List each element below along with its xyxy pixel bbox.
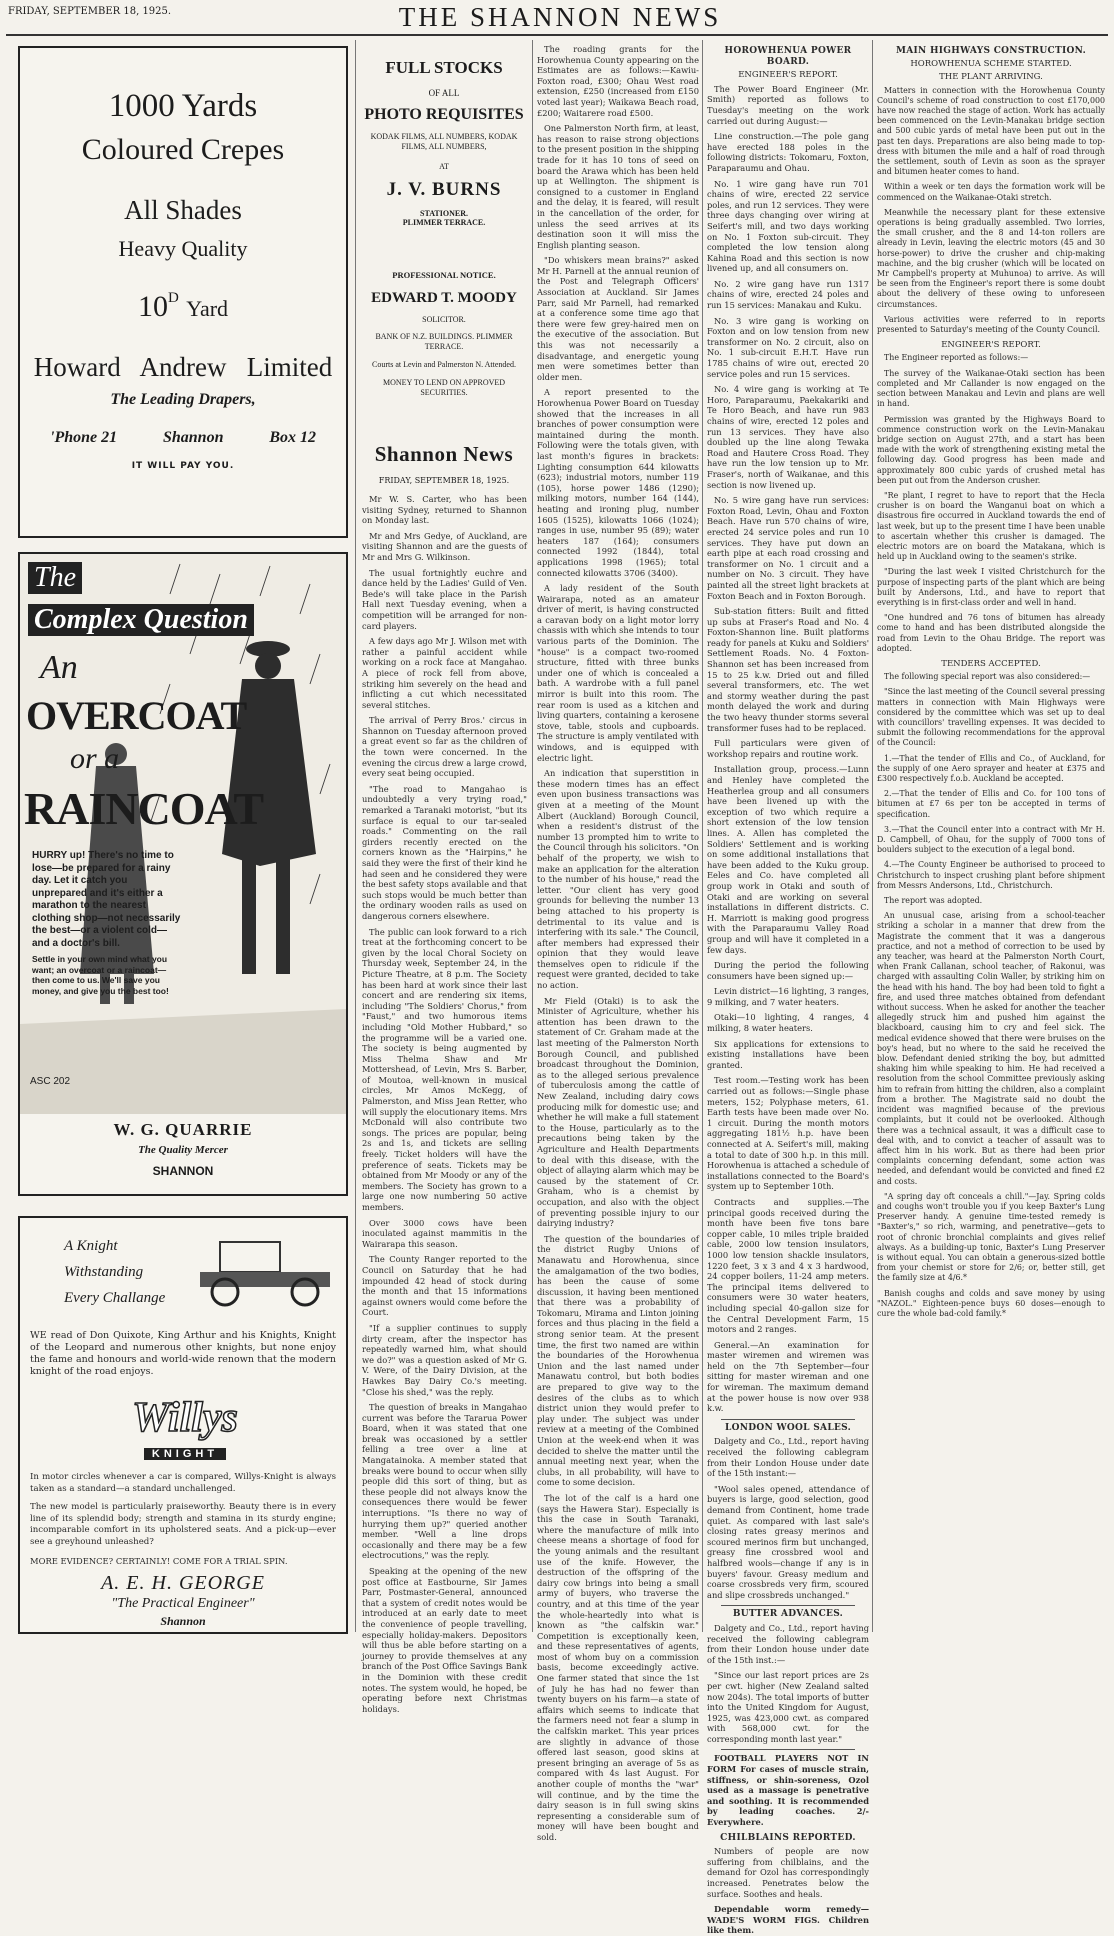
ad-crepes-headline: 1000 Yards bbox=[108, 88, 258, 124]
ad-crepes-payoff: IT WILL PAY YOU. bbox=[131, 461, 235, 471]
ad-overcoat-the: The bbox=[28, 562, 82, 594]
news-paragraph: No. 5 wire gang have run services: Foxton Road, Levin, Ohau and Foxton Beach. Have run 570 chains of wire, erected 24 service poles and run 10 services. They have put down an earth pipe at each road crossing and transformer on No. 1 circuit and a number on No. 3 circuit. They have painted all the street light brackets at Foxton Beach and in Foxton Borough. bbox=[707, 495, 869, 601]
masthead-title: THE SHANNON NEWS bbox=[398, 2, 722, 32]
ad-crepes-tagline: The Leading Drapers, bbox=[110, 391, 256, 408]
news-paragraph: Full particulars were given of workshop repairs and routine work. bbox=[707, 738, 869, 759]
news-paragraph: Mr Field (Otaki) is to ask the Minister of Agriculture, whether his attention has been drawn to the statement of Cr. Graham made at the last meeting of the Palmerston North Borough Council, and published broadcast throughout the Dominion, as to the alleged serious prevalence of tuberculosis among the cattle of New Zealand, including dairy cows producing milk for domestic use; and whether he will make a full statement to the House, particularly as to the precautions being taken by the Agriculture and Health Departments to deal with this disease, with the object of allaying alarm which may be caused by the statement of Cr. Graham, who is a chemist by occupation, and also with the object of preventing possible injury to our dairying industry? bbox=[537, 995, 699, 1229]
news-paragraph: A lady resident of the South Wairarapa, noted as an amateur driver of merit, is having constructed a caravan body on a light motor lorry chassis with which she intends to tour various parts of the Dominion. The "house" is a compact two-roomed structure, fitted with three bunks under one of which is concealed a bath. A wardrobe with a full panel mirror is built into this room. The rear room is used as a kitchen and living quarters, containing a kerosene stove, table, stools and cupboards. The structure is amply ventilated with windows, and is equipped with electric light. bbox=[537, 583, 699, 763]
ad-willys-p3: MORE EVIDENCE? CERTAINLY! COME FOR A TRIAL SPIN. bbox=[30, 1556, 288, 1566]
news-paragraph: "One hundred and 76 tons of bitumen has already come to hand and has been distributed alongside the road from Levin to the Ohau Bridge. The report was adopted. bbox=[877, 613, 1105, 653]
ad-quarrie-firm: W. G. QUARRIE bbox=[113, 1120, 253, 1139]
shannon-news-flag: Shannon News bbox=[374, 442, 514, 466]
news-paragraph: The survey of the Waikanae-Otaki section has been completed and Mr Callander is now engaged on the section between Manakau and Levin and plans are well in hand. bbox=[877, 368, 1105, 409]
ad-willys-intro: WE read of Don Quixote, King Arthur and his Knights, Knight of the Leopard and numerous other knights, but none enjoy the fame and honours and world-wide renown that the modern knight of the road enjoys. bbox=[30, 1330, 336, 1377]
masthead-rule bbox=[6, 34, 1108, 36]
ad-crepes-price bbox=[20, 290, 346, 324]
news-paragraph: An indication that superstition in these modern times has an effect even upon business transactions was given at a meeting of the Mount Albert (Auckland) Borough Council, when a resident's distrust of the number 13 prompted him to write to the Council through his solicitors. "On behalf of the property, we wish to make an application for the alteration to the number of his house," read the letter. "Our client has very good grounds for believing the number 13 being attached to his property is detrimental to its value and is interfering with its sale." The Council, after members had expressed their opinion that they would leave themselves open to ridicule if the request were granted, decided to take no action. bbox=[537, 768, 699, 991]
news-paragraph: Numbers of people are now suffering from chilblains, and the demand for Ozol has correspondingly increased. Penetrates below the surface. Soothes and heals. bbox=[707, 1846, 869, 1899]
news-paragraph: The question of the boundaries of the district Rugby Unions of Manawatu and Horowhenua, since the amalgamation of the two bodies, has been the cause of some discussion, it having been mentioned that there was a probability of Tokomaru, Mirama and Linton joining forces and thus placing in the field a strong senior team. At the present time, the first two named are within the boundaries of the Horowhenua Union and the last named under Manawatu control, but both bodies are prepared to give way to the desires of the clubs as to which district union they would prefer to play under. The subject was under review at a meeting of the Combined Union at the week-end when it was decided to shelve the matter until the annual meeting next year, when the clubs, in all probability, will have to come to some decision. bbox=[537, 1233, 699, 1488]
ad-overcoat-raincoat bbox=[18, 552, 348, 1196]
news-paragraph: The County Ranger reported to the Council on Saturday that he had impounded 42 head of stock during the month and that 15 informations against owners would come before the Court. bbox=[362, 1254, 527, 1318]
power-board-subheading: ENGINEER'S REPORT. bbox=[738, 70, 838, 81]
divider bbox=[721, 1605, 855, 1606]
ad-burns-l5: AT bbox=[439, 162, 449, 171]
ad-coloured-crepes bbox=[18, 46, 348, 538]
news-paragraph: The usual fortnightly euchre and dance held by the Ladies' Guild of Ven. Bede's will take place in the Parish Hall next Tuesday evening, when a competition will be arranged for non-card players. bbox=[362, 567, 527, 631]
news-paragraph: "Re plant, I regret to have to report that the Hecla crusher is on board the Wanganui boat on which a disastrous fire occurred in Auckland towards the end of last week, but up to the present time I have been unable to ascertain whether this crusher is damaged. The electric motors are on board the Matakana, which is held up in Auckland owing to the seamen's strike. bbox=[877, 490, 1105, 562]
news-paragraph: Dalgety and Co., Ltd., report having received the following cablegram from their London House under date of the 15th instant:— bbox=[707, 1436, 869, 1479]
news-paragraph: The lot of the calf is a hard one (says the Hawera Star). Especially is this the case in South Taranaki, where the manufacture of milk into cheese means a shortage of food for the young animals and the resultant use of the knife. However, the destruction of the offspring of the dairy cow brings into being a small army of buyers, who traverse the country, and at this time of the year the whole-heartedly into what is known as "the calfskin war." Competition is exceptionally keen, and these representatives of agents, most of whom buy on a commission basis, become exceedingly active. One farmer stated that since the 1st of July he has had no fewer than twenty buyers on his farm—a state of affairs which seems to indicate that the farmers need not fear a slump in the calfskin market. This year prices are slightly in advance of those offered last season, good skins at present bringing an average of 5s as compared with 4s last August. For another couple of months the "war" will continue, and by the time the dairy season is in full swing skins representing a considerable sum of money will have been bought and sold. bbox=[537, 1492, 699, 1842]
ad-moody-l1: PROFESSIONAL NOTICE. bbox=[392, 270, 496, 280]
ad-moody-l4: Courts at Levin and Palmerston N. Attended. bbox=[372, 360, 516, 369]
news-paragraph: "Do whiskers mean brains?" asked Mr H. Parnell at the annual reunion of the Post and Telegraph Officers' Association at Auckland. Sir James Parr, said Mr Parnell, had remarked at a conference some time ago that there were few grey-haired men on the executive of the association. But this was not necessarily a disadvantage, and energetic young men were sometimes better than older men. bbox=[537, 255, 699, 382]
news-paragraph: The public can look forward to a rich treat at the forthcoming concert to be given by the local Choral Society on Thursday week, September 24, in the Picture Theatre, at 8 p.m. The Society has been hard at work since their last concert and are rendering six items, including "The Soldiers' Chorus," from "Faust," and two humorous items including "Old Mother Hubbard," so the programme will be a varied one. The society is being augmented by Miss Thelma Shaw and Mr Mottershead, of Levin, Mrs S. Barber, of Moutoa, well-known in musical circles, Mr Amos McKegg, of Palmerston, and Miss Jean Retter, who will supply the elocutionary items. Mrs McDonald will also contribute two songs. The prices are popular, being 2s and 1s, and tickets are selling freely. Ticket holders will have the preference of seats. Tickets may be obtained from Mr Moody or any of the members. The Society has grown to a large one now numbering 50 active members. bbox=[362, 926, 527, 1212]
ad-willys-knight bbox=[18, 1216, 348, 1634]
ad-overcoat-copy2: Settle in your own mind what you want; an overcoat or a raincoat—then come to us. We'll save you money, and give you the best too! bbox=[32, 954, 169, 996]
ad-willys-line3: Every Challange bbox=[64, 1290, 166, 1306]
news-paragraph: The question of breaks in Mangahao current was before the Tararua Power Board, when it was stated that one break was occasioned by a settler felling a tree over a line at Mangatainoka. A member stated that breaks were bound to occur when silly people did this sort of thing, but as these people did not always know the consequences there would be fewer interruptions. "Is there no way of hurrying them up?" queried another member. "Well a line drops occasionally and there may be a few electrocutions," was the reply. bbox=[362, 1402, 527, 1561]
highways-subheading: HOROWHENUA SCHEME STARTED. bbox=[910, 59, 1072, 70]
ad-burns-l1: FULL STOCKS bbox=[385, 58, 503, 77]
willys-logo-text: Willys bbox=[132, 1395, 238, 1441]
ad-moody-l2: SOLICITOR. bbox=[422, 315, 466, 324]
column-5-news bbox=[877, 44, 1105, 1634]
ad-wade: Dependable worm remedy—WADE'S WORM FIGS. Children like them. bbox=[707, 1904, 869, 1936]
highways-subheading-2: THE PLANT ARRIVING. bbox=[939, 72, 1043, 83]
news-paragraph: Meanwhile the necessary plant for these extensive operations is being gradually assembled. Two lorries, the small crusher, and the 8 and 14-ton rollers are already in Levin, leaving the electric motors (45 and 30 horse-power) to drive the crusher and chip-making machine, and the big crusher (which will be located on Mr Campbell's property at Muhunoa) to arrive. As will be seen from the Engineer's report there is some doubt about the delivery of these owing to unforeseen circumstances. bbox=[877, 207, 1105, 309]
news-paragraph: Dalgety and Co., Ltd., report having received the following cablegram from their London house under date of the 15th inst.:— bbox=[707, 1622, 869, 1665]
ad-moody bbox=[360, 270, 528, 398]
ad-football: FOOTBALL PLAYERS NOT IN FORM For cases of muscle strain, stiffness, or shin-soreness, Ozol used as a massage is penetrative and soothing. It is recommended by leading coaches. 2/- Everywhere. bbox=[707, 1753, 869, 1828]
ad-moody-l3: BANK OF N.Z. BUILDINGS. PLIMMER TERRACE. bbox=[375, 332, 513, 351]
wool-sales-heading: LONDON WOOL SALES. bbox=[724, 1422, 852, 1433]
ad-quarrie-town: SHANNON bbox=[152, 1164, 214, 1178]
news-paragraph: The arrival of Perry Bros.' circus in Shannon on Tuesday afternoon proved a great event so far as the children of the town were concerned. In the evening the circus drew a large crowd, every seat being occupied. bbox=[362, 715, 527, 779]
phone: 'Phone 21 bbox=[50, 429, 118, 446]
ad-crepes-contact bbox=[50, 429, 316, 447]
ad-crepes-subheadline: Coloured Crepes bbox=[81, 133, 285, 166]
news-paragraph: "If a supplier continues to supply dirty cream, after the inspector has repeatedly warned him, what should we do?" was a question asked of Mr G. V. Were, of the Dairy Division, at the Hawkes Bay Dairy Co.'s meeting. "Close his shed," was the reply. bbox=[362, 1322, 527, 1397]
ad-overcoat-headline: OVERCOAT bbox=[26, 693, 247, 738]
ad-willys-p1: In motor circles whenever a car is compared, Willys-Knight is always taken as a standard—a standard unchallenged. bbox=[30, 1472, 336, 1494]
news-paragraph: A report presented to the Horowhenua Power Board on Tuesday showed that the increases in all branches of power consumption were maintained during the month. Following were the totals given, with last month's figures in brackets: Lighting consumption 644 kilowatts (623); industrial motors, number 119 (105), horse power 1486 (1290); milking motors, number 164 (144), heating and ironing plug, number 1605 (1525), kilowatts 1066 (1024); ranges in use, number 95 (89); water heaters 187 (164); consumers connected 1992 (1844), total applications 1998 (1965); total connected kilowatts 3706 (3400). bbox=[537, 387, 699, 578]
news-paragraph: Test room.—Testing work has been carried out as follows:—Single phase meters, 152; Polyphase meters, 61. Earth tests have been made over No. 1 circuit. During the month motors aggregating 181½ h.p. have been connected at A. Seifert's mill, making a total to date of 300 h.p. in this mill. Horowhenua is attached a schedule of installations connected to the Board's system up to September 10th. bbox=[707, 1075, 869, 1192]
column-3-news bbox=[537, 44, 699, 1842]
column-2-news bbox=[362, 494, 527, 1714]
ad-crepes-firm: Howard Andrew Limited bbox=[33, 352, 333, 382]
ad-quarrie-tagline: The Quality Mercer bbox=[138, 1144, 228, 1156]
ad-overcoat-or-a: or a bbox=[70, 742, 120, 775]
news-paragraph: No. 2 wire gang have run 1317 chains of wire, erected 24 poles and run 15 services: Manakau and Kuku. bbox=[707, 278, 869, 311]
news-paragraph: An unusual case, arising from a school-teacher striking a scholar in a manner that drew from the Magistrate the comment that it was a dangerous practice, and not a method of correction to be used by any teacher, was heard at the Palmerston North Court, when Frank Callanan, school teacher, of Rakonui, was charged with assaulting Colin Waller, by striking him on the head with his hand. The boy had been told to fight a fire, and used three matches obtained from defendant without success. When he asked for another the teacher allegedly struck him and pushed him against the blackboard, causing him to cry and feel sick. The medical evidence showed that there were bruises on the boy's head, but no where to the said he received the blow. Defendant denied striking the boy, but admitted shaking him while speaking to him. He had received a resolution from the school Committee previously asking him to refrain from hitting the children, also a complaint from a brother. The Magistrate said no doubt the incident was magnified because of the previous complaints, but it could not be overlooked. Although there was a technical assault, it was a difficult case to deal with, and to convict a teacher of assault was to affect him in his work. But as there had been prior complaints concerning defendant, some action was needed, and defendant would be convicted and fined £2 and costs. bbox=[877, 911, 1105, 1186]
ad-raincoat-headline: RAINCOAT bbox=[24, 783, 264, 834]
news-paragraph: Contracts and supplies.—The principal goods received during the month have been five tons bare copper cable, 10 miles triple braided cable, 2000 low tension insulators, 1000 low tension shackle insulators, 1220 feet, 3 x 3 and 4 x 3 hardwood, 24 copper boilers, 11-24 amp meters. The principal items delivered to consumers were 30 water heaters, including special 40-gallon size for the Central Development Farm, 15 motors and 2 ranges. bbox=[707, 1196, 869, 1335]
ad-willys-town: Shannon bbox=[160, 1614, 206, 1628]
ad-willys-line2: Withstanding bbox=[64, 1264, 144, 1280]
news-paragraph: During the period the following consumers have been signed up:— bbox=[707, 960, 869, 981]
news-paragraph: No. 3 wire gang is working on Foxton and on low tension from new transformer on No. 2 circuit, also on No. 1 sub-circuit E.H.T. Have run 1785 chains of wire out, erected 20 service poles and run 15 services. bbox=[707, 315, 869, 379]
ad-moody-l5: MONEY TO LEND ON APPROVED SECURITIES. bbox=[382, 378, 506, 397]
ad-quarrie-footer bbox=[20, 1120, 346, 1178]
highways-heading: MAIN HIGHWAYS CONSTRUCTION. bbox=[895, 46, 1087, 56]
news-paragraph: A few days ago Mr J. Wilson met with rather a painful accident while working on a rock face at Mangahao. A piece of rock fell from above, striking him severely on the head and inflicting a cut which necessitated several stitches. bbox=[362, 636, 527, 710]
news-paragraph: One Palmerston North firm, at least, has reason to raise strong objections to the present position in the shipping trade for it has 10 tons of seed on board the Arawa which has been held up at Wellington. The shipment is consigned to a customer in England and the delay, it is feared, will result in the cancellation of the order, for unless the seed arrives at its destination soon it will miss the English planting season. bbox=[537, 123, 699, 250]
box-number: Box 12 bbox=[269, 429, 316, 446]
ad-willys-firm: A. E. H. GEORGE bbox=[101, 1572, 265, 1594]
column-rule bbox=[702, 40, 703, 1632]
news-paragraph: Various activities were referred to in reports presented to Saturday's meeting of the County Council. bbox=[877, 314, 1105, 335]
news-paragraph: "Since the last meeting of the Council several pressing matters in connection with Main Highways were considered by the committee which was set up to deal with councillors' travelling expenses. It was decided to submit the following recommendations for the approval of the Council: bbox=[877, 687, 1105, 748]
news-paragraph: Installation group, process.—Lunn and Henley have completed the Heatherlea group and all consumers have been livened up with the exception of two which require a short extension of the low tension lines. A. Allen has completed the Soldiers' Settlement and is working on some additional installations that have been added to the Kuku group. Eeles and Co. have completed all group work in Otaki and south of Otaki and are working on several installations in different districts. C. H. Marriott is making good progress with the Paraparaumu Valley Road group and will have it completed in a few days. bbox=[707, 764, 869, 955]
ad-overcoat-copy: HURRY up! There's no time to lose—be prepared for a rainy day. Let it catch you unprepared and it's either a marathon to the nearest clothing shop—not necessarily the best—or a violent cold—and a doctor's bill. bbox=[32, 850, 181, 949]
power-board-heading: HOROWHENUA POWER BOARD. bbox=[724, 46, 852, 67]
news-paragraph: Levin district—16 lighting, 3 ranges, 9 milking, and 7 water heaters. bbox=[707, 986, 869, 1007]
column-rule bbox=[532, 40, 533, 1632]
ad-code: ASC 202 bbox=[30, 1076, 71, 1087]
news-paragraph: The roading grants for the Horowhenua County appearing on the Estimates are as follows:—Kawiu-Foxton road, £300; Ohau West road extension, £250 (increased from £150 voted last year); Waikawa Beach road, £200; Waitarere road £500. bbox=[537, 44, 699, 118]
ad-willys-line1: A Knight bbox=[64, 1238, 118, 1254]
ad-crepes-shades: All Shades bbox=[124, 195, 242, 225]
masthead-date: FRIDAY, SEPTEMBER 18, 1925. bbox=[8, 6, 172, 17]
ad-overcoat-complex-question: Complex Question bbox=[28, 604, 254, 636]
ad-burns-firm: J. V. BURNS bbox=[386, 179, 502, 200]
news-paragraph: Speaking at the opening of the new post office at Eastbourne, Sir James Parr, Postmaster-General, announced that a system of credit notes would be introduced at an early date to meet the convenience of people travelling, especially holiday-makers. Depositors will thus be able before starting on a journey to provide themselves at any branch of the Post Office Savings Bank in the Dominion with these credit notes. The system would, he hoped, be operating before next Christmas holidays. bbox=[362, 1566, 527, 1714]
news-paragraph: 1.—That the tender of Ellis and Co., of Auckland, for the supply of one Aero sprayer and heater at £375 and £300 respectively f.o.b. Auckland be accepted. bbox=[877, 753, 1105, 783]
ad-overcoat-an: An bbox=[40, 649, 78, 686]
ad-burns-l4: KODAK FILMS, ALL NUMBERS, KODAK FILMS, ALL NUMBERS, bbox=[370, 132, 518, 151]
news-paragraph: Permission was granted by the Highways Board to commence construction work on the Levin-Manakau bridge section on August 27th, and a start has been made with the work of strengthening existing metal the following day. Good progress has been made and approximately 800 cubic yards of crushed metal has been put out from the Anderson crusher. bbox=[877, 414, 1105, 485]
news-paragraph: "Wool sales opened, attendance of buyers is large, good selection, good demand from Continent, home trade quiet. As compared with last sale's closing rates greasy merinos and scoured merinos firm but unchanged, greasy fine crossbred wool and halfbred wools—change if any is in buyers' favour. Greasy medium and coarse crossbreds very firm, scoured and slipe crossbreds unchanged." bbox=[707, 1483, 869, 1600]
tenders-heading: TENDERS ACCEPTED. bbox=[941, 658, 1041, 669]
column-4-news bbox=[707, 44, 869, 1936]
column-rule bbox=[355, 40, 356, 1632]
news-paragraph: Over 3000 cows have been inoculated against mammitis in the Wairarapa this season. bbox=[362, 1217, 527, 1249]
news-paragraph: Mr W. S. Carter, who has been visiting Sydney, returned to Shannon on Monday last. bbox=[362, 494, 527, 526]
news-paragraph: General.—An examination for master wiremen and wiremen was held on the 7th September—four sitting for master wireman and one for wireman. The maximum demand at the power house is now over 938 k.w. bbox=[707, 1339, 869, 1414]
news-paragraph: "During the last week I visited Christchurch for the purpose of inspecting parts of the plant which are being built by Andersons, Ltd., and have to report that everything is in first-class order and well in hand. bbox=[877, 567, 1105, 607]
news-paragraph: Mr and Mrs Gedye, of Auckland, are visiting Shannon and are the guests of Mr and Mrs G. Wilkinson. bbox=[362, 530, 527, 562]
ad-burns bbox=[360, 58, 528, 227]
ad-willys-tagline: "The Practical Engineer" bbox=[111, 1596, 255, 1611]
divider bbox=[721, 1749, 855, 1750]
news-paragraph: No. 1 wire gang have run 701 chains of wire, erected 22 service poles, and run 12 services. They were three days changing over wiring at Seifert's mill, and two days working on No. 1 Foxton sub-circuit. They completed the low tension along Kahina Road and this section is now livened up, and all consumers on. bbox=[707, 178, 869, 274]
news-paragraph: "A spring day oft conceals a chill."—Jay. Spring colds and coughs won't trouble you if you keep Baxter's Lung Preserver handy. A genuine time-tested remedy is "Baxter's," so rich, warming, and penetrative—gets to root of chronic bronchial complaints and gives relief always. As a building-up tonic, Baxter's Lung Preserver is without equal. You can obtain a generous-sized bottle from your chemist or store for 2/6; or, better still, get the family size at 4/6.* bbox=[877, 1191, 1105, 1283]
news-paragraph: Within a week or ten days the formation work will be commenced on the Waikanae-Otaki stretch. bbox=[877, 182, 1105, 202]
price-pence: D bbox=[167, 290, 179, 306]
news-paragraph: Banish coughs and colds and save money by using "NAZOL." Eighteen-pence buys 60 doses—enough to cure the whole bad-cold family.* bbox=[877, 1288, 1105, 1318]
butter-heading: BUTTER ADVANCES. bbox=[732, 1609, 844, 1620]
ad-burns-l6: STATIONER. bbox=[420, 209, 468, 218]
news-paragraph: 3.—That the Council enter into a contract with Mr H. D. Campbell, of Ohau, for the supply of 7000 tons of boulders subject to the execution of a legal bond. bbox=[877, 824, 1105, 855]
ad-burns-l7: PLIMMER TERRACE. bbox=[402, 218, 486, 227]
news-paragraph: 2.—That the tender of Ellis and Co. for 100 tons of bitumen at £7 6s per ton be accepted in terms of specification. bbox=[877, 789, 1105, 819]
willys-logo bbox=[100, 1394, 270, 1461]
ad-burns-l2: OF ALL bbox=[428, 88, 460, 98]
engineers-report-heading: ENGINEER'S REPORT. bbox=[941, 340, 1041, 351]
news-paragraph: No. 4 wire gang is working at Te Horo, Paraparaumu, Paekakariki and Te Horo Beach, and have run 983 chains of wire, erected 12 poles and run 13 services. They have also doubled up the line along Tewaka Road and Hautere Cross Road. They have run the low tension up to Mr. Fraser's, north of Waikanae, and this section is now livened up. bbox=[707, 384, 869, 490]
news-paragraph: Matters in connection with the Horowhenua County Council's scheme of road construction to cost £170,000 have now reached the stage of action. Work has actually been commenced on the Levin-Manakau bridge section and 500 cubic yards of metal have been put out in the past ten days. Preparations are also being made to top-dress with bitumen the mile and a half of road through the settlement, south of Levin as soon as the sprayer and bitumen heater comes to hand. bbox=[877, 85, 1105, 177]
divider bbox=[721, 1419, 855, 1420]
news-paragraph: 4.—The County Engineer be authorised to proceed to Christchurch to inspect crushing plant before shipment from Messrs Andersons, Ltd., Christchurch. bbox=[877, 860, 1105, 890]
news-paragraph: "Since our last report prices are 2s per cwt. higher (New Zealand salted now 204s). The total imports of butter into the United Kingdom for August, 1925, was 423,000 cwt. as compared with 568,000 cwt. for the corresponding month last year." bbox=[707, 1670, 869, 1744]
news-paragraph: Six applications for extensions to existing installations have been granted. bbox=[707, 1038, 869, 1070]
news-paragraph: The report was adopted. bbox=[884, 896, 983, 906]
price-unit: Yard bbox=[186, 296, 229, 321]
news-paragraph: The following special report was also considered:— bbox=[884, 672, 1091, 682]
ad-burns-l3: PHOTO REQUISITES bbox=[364, 106, 524, 123]
chilblains-heading: CHILBLAINS REPORTED. bbox=[720, 1832, 856, 1843]
news-paragraph: The Engineer reported as follows:— bbox=[884, 353, 1029, 363]
ad-willys-p2: The new model is particularly praiseworthy. Beauty there is in every line of its splendid body; strength and stamina in its sturdy engine; incomparable comfort in its upholstered seats. And a pick-up—ever see a greyhound unleashed? bbox=[30, 1502, 336, 1547]
car-illustration bbox=[190, 1232, 340, 1312]
ad-moody-firm: EDWARD T. MOODY bbox=[371, 290, 517, 306]
news-paragraph: "The road to Mangahao is undoubtedly a very trying road," remarked a Taranaki motorist, "but its surface is equal to our tar-sealed roads." Commenting on the rail girders recently erected on the corners known as the "Hairpins," he said they were the first of their kind he had seen and he considered they were the best safety stops available and that such stops would be much better than the ordinary wooden rails as used on dangerous corners elsewhere. bbox=[362, 783, 527, 921]
news-paragraph: Otaki—10 lighting, 4 ranges, 4 milking, 8 water heaters. bbox=[707, 1012, 869, 1034]
ad-crepes-quality: Heavy Quality bbox=[118, 236, 248, 261]
column-rule bbox=[872, 40, 873, 1632]
news-paragraph: The Power Board Engineer (Mr. Smith) reported as follows to Tuesday's meeting on the work carried out during August:— bbox=[707, 83, 869, 126]
news-paragraph: Line construction.—The pole gang have erected 188 poles in the following districts: Tokomaru, Foxton, Paraparaumu and Ohau. bbox=[707, 131, 869, 173]
town: Shannon bbox=[162, 429, 224, 446]
ad-illustration-panel bbox=[20, 554, 346, 1114]
price-number: 10 bbox=[137, 290, 168, 323]
dateline: FRIDAY, SEPTEMBER 18, 1925. bbox=[378, 476, 510, 485]
willys-logo-sub: KNIGHT bbox=[144, 1448, 226, 1460]
news-paragraph: Sub-station fitters: Built and fitted up subs at Fraser's Road and No. 4 Foxton-Shannon line. Built platforms ready for panels at Kuku and Soldiers' Settlement Roads. No. 4 Foxton-Shannon set has been increased from 15 to 25 k.w. Dried out and filled several transformers, etc. The wet and stormy weather during the past month delayed the work and during the two heavy thunder storms several transformer fuses had to be replaced. bbox=[707, 606, 869, 733]
